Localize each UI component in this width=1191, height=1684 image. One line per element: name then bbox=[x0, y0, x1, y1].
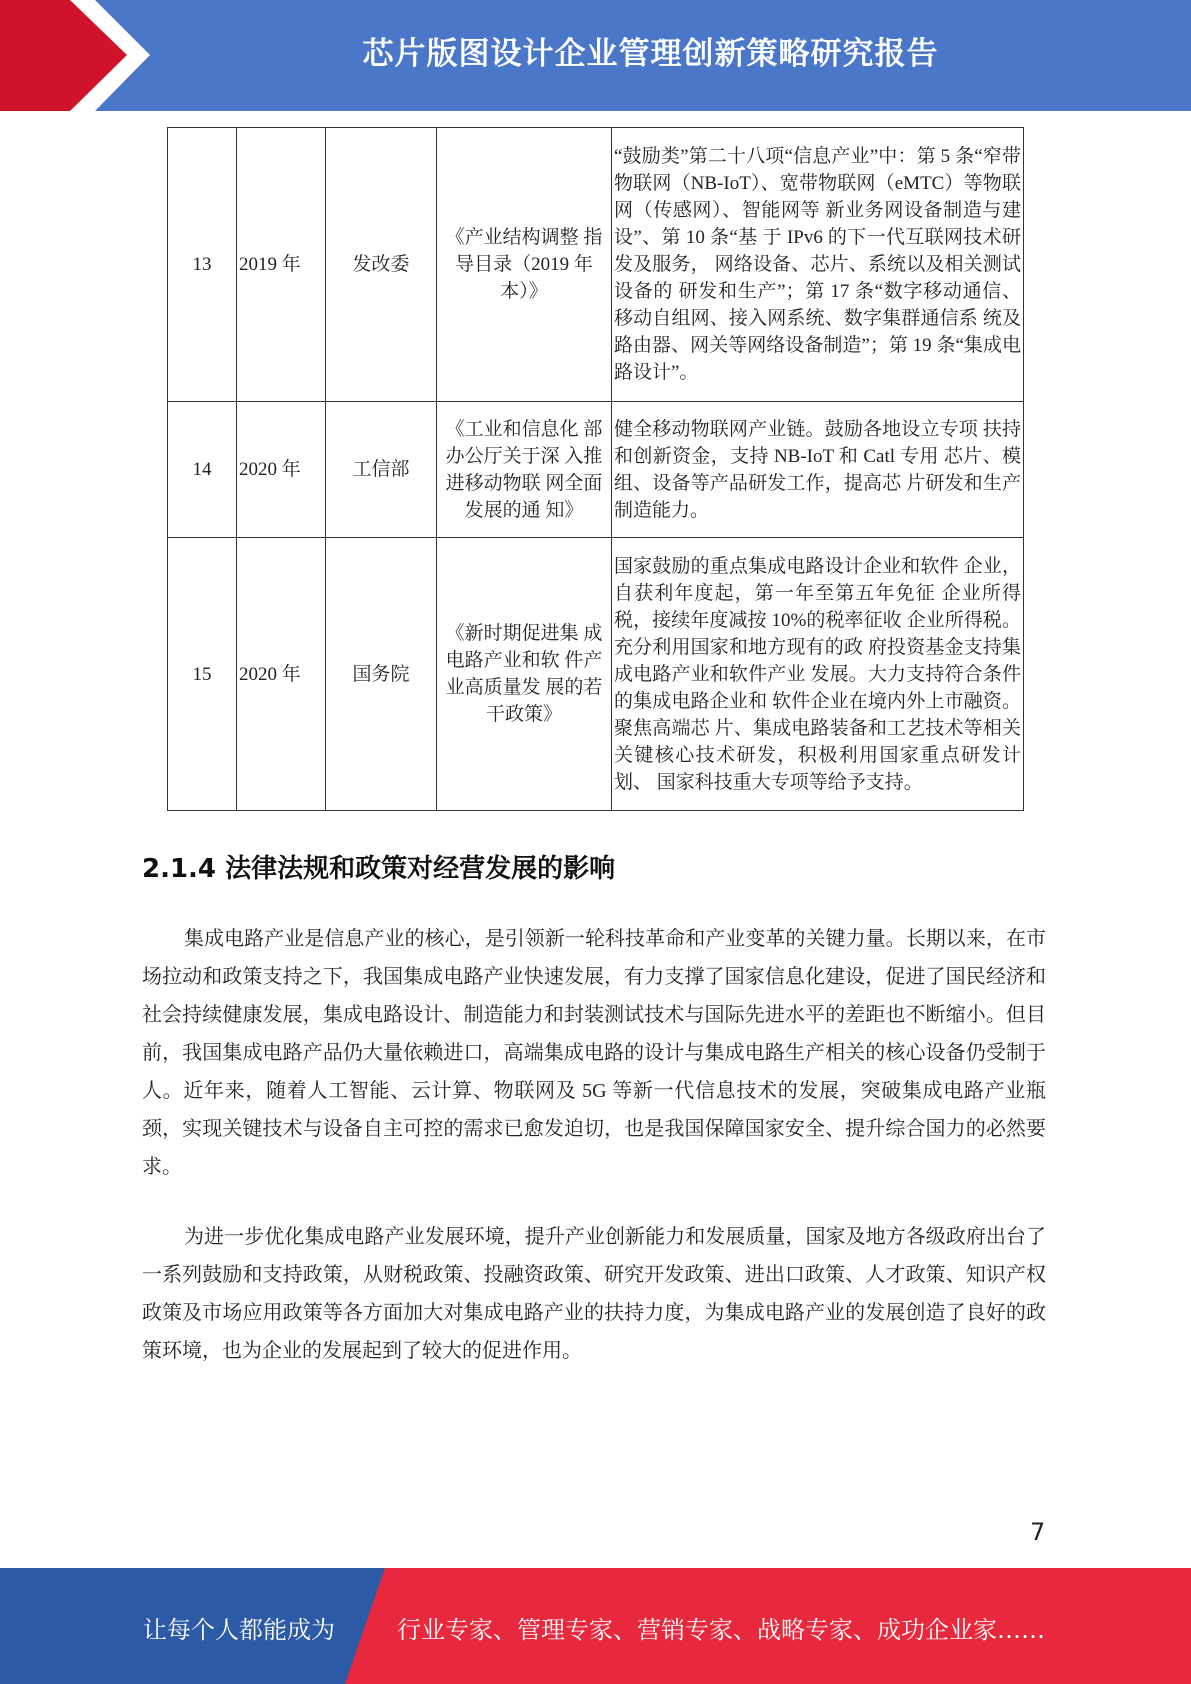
footer-slogan: 让每个人都能成为 bbox=[143, 1616, 335, 1644]
row-number: 15 bbox=[168, 538, 237, 811]
row-content: 国家鼓励的重点集成电路设计企业和软件 企业，自获利年度起，第一年至第五年免征 企业所得税，接续年度减按 10%的税率征收 企业所得税。充分利用国家和地方现有的政 府投资基金支持集成电路产业和软件产业 发展。大力支持符合条件的集成电路企业和 软件企业在境内外上市融资。聚焦高端芯 片、集成电路装备和工艺技术等相关关键核心技术研发，积极利用国家重点研发计划、 国家科技重大专项等给予支持。 bbox=[612, 538, 1024, 811]
table-row bbox=[168, 538, 1024, 811]
policy-table bbox=[167, 127, 1024, 811]
row-content: “鼓励类”第二十八项“信息产业”中：第 5 条“窄带物联网（NB-IoT）、宽带物联网（eMTC）等物联网（传感网）、智能网等 新业务网设备制造与建设”、第 10 条“基 于 IPv6 的下一代互联网技术研发及服务， 网络设备、芯片、系统以及相关测试设备的 研发和生产”；第 17 条“数字移动通信、 移动自组网、接入网系统、数字集群通信系 统及路由器、网关等网络设备制造”；第 19 条“集成电路设计”。 bbox=[612, 128, 1024, 402]
row-document: 《新时期促进集 成电路产业和软 件产业高质量发 展的若干政策》 bbox=[437, 538, 612, 811]
body-paragraph: 为进一步优化集成电路产业发展环境，提升产业创新能力和发展质量，国家及地方各级政府出台了一系列鼓励和支持政策，从财税政策、投融资政策、研究开发政策、进出口政策、人才政策、知识产权政策及市场应用政策等各方面加大对集成电路产业的扶持力度，为集成电路产业的发展创造了良好的政策环境，也为企业的发展起到了较大的促进作用。 bbox=[142, 1226, 1046, 1362]
row-document: 《工业和信息化 部办公厅关于深 入推进移动物联 网全面发展的通 知》 bbox=[437, 402, 612, 538]
header-arrow-decoration bbox=[0, 0, 150, 111]
row-year: 2019 年 bbox=[237, 128, 326, 402]
body-paragraph: 集成电路产业是信息产业的核心，是引领新一轮科技革命和产业变革的关键力量。长期以来，在市场拉动和政策支持之下，我国集成电路产业快速发展，有力支撑了国家信息化建设，促进了国民经济和社会持续健康发展，集成电路设计、制造能力和封装测试技术与国际先进水平的差距也不断缩小。但目前，我国集成电路产品仍大量依赖进口，高端集成电路的设计与集成电路生产相关的核心设备仍受制于人。近年来，随着人工智能、云计算、物联网及 5G 等新一代信息技术的发展，突破集成电路产业瓶颈，实现关键技术与设备自主可控的需求已愈发迫切，也是我国保障国家安全、提升综合国力的必然要求。 bbox=[142, 928, 1046, 1178]
footer-roles: 行业专家、管理专家、营销专家、战略专家、成功企业家…… bbox=[397, 1616, 1045, 1644]
row-department: 发改委 bbox=[326, 128, 437, 402]
table-row bbox=[168, 128, 1024, 402]
page-footer bbox=[0, 1568, 1191, 1684]
row-number: 13 bbox=[168, 128, 237, 402]
row-year: 2020 年 bbox=[237, 538, 326, 811]
row-number: 14 bbox=[168, 402, 237, 538]
row-department: 国务院 bbox=[326, 538, 437, 811]
page-number: 7 bbox=[1030, 1518, 1046, 1546]
row-document: 《产业结构调整 指导目录（2019 年本）》 bbox=[437, 128, 612, 402]
row-department: 工信部 bbox=[326, 402, 437, 538]
section-heading: 2.1.4 法律法规和政策对经营发展的影响 bbox=[142, 854, 616, 884]
report-title: 芯片版图设计企业管理创新策略研究报告 bbox=[362, 35, 939, 72]
page-header bbox=[0, 0, 1191, 111]
row-content: 健全移动物联网产业链。鼓励各地设立专项 扶持和创新资金，支持 NB-IoT 和 Catl 专用 芯片、模组、设备等产品研发工作，提高芯 片研发和生产制造能力。 bbox=[612, 402, 1024, 538]
table-row bbox=[168, 402, 1024, 538]
row-year: 2020 年 bbox=[237, 402, 326, 538]
